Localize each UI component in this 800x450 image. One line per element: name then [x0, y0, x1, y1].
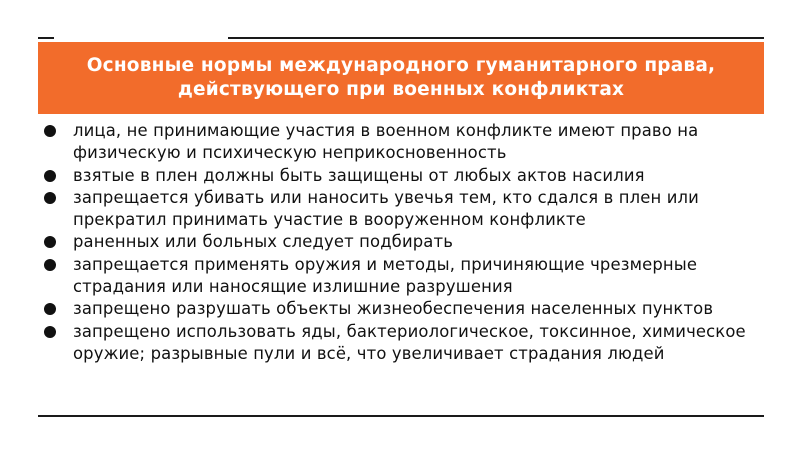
slide-title: Основные нормы международного гуманитарного права, действующего при военных конфликтах [86, 55, 716, 100]
bullet-icon [44, 326, 56, 338]
list-item [44, 254, 754, 299]
bullet-icon [44, 125, 56, 137]
list-item [44, 120, 754, 165]
bottom-divider [38, 415, 764, 417]
top-left-divider [38, 37, 54, 39]
title-banner [38, 42, 764, 114]
list-item-text: запрещается применять оружия и методы, причиняющие чрезмерные страдания или наносящие излишние разрушения [73, 254, 698, 297]
top-right-divider [228, 37, 764, 39]
bullet-icon [44, 192, 56, 204]
bullet-icon [44, 236, 56, 248]
list-item-text: запрещено разрушать объекты жизнеобеспечения населенных пунктов [73, 299, 714, 319]
list-item [44, 298, 754, 320]
bullet-icon [44, 170, 56, 182]
bullet-icon [44, 303, 56, 315]
bullet-icon [44, 259, 56, 271]
list-item [44, 165, 754, 187]
list-item-text: лица, не принимающие участия в военном конфликте имеют право на физическую и психическую неприкосновенность [73, 121, 699, 163]
list-item-text: запрещено использовать яды, бактериологическое, токсинное, химическое оружие; разрывные пули и всё, что увеличивает страдания людей [73, 321, 746, 363]
list-item-text: запрещается убивать или наносить увечья тем, кто сдался в плен или прекратил принимать участие в вооруженном конфликте [73, 187, 699, 230]
list-item [44, 231, 754, 253]
list-item-text: раненных или больных следует подбирать [73, 232, 454, 252]
list-item [44, 187, 754, 232]
norms-list [44, 120, 754, 365]
list-item [44, 321, 754, 366]
list-item-text: взятые в плен должны быть защищены от любых актов насилия [73, 165, 645, 185]
